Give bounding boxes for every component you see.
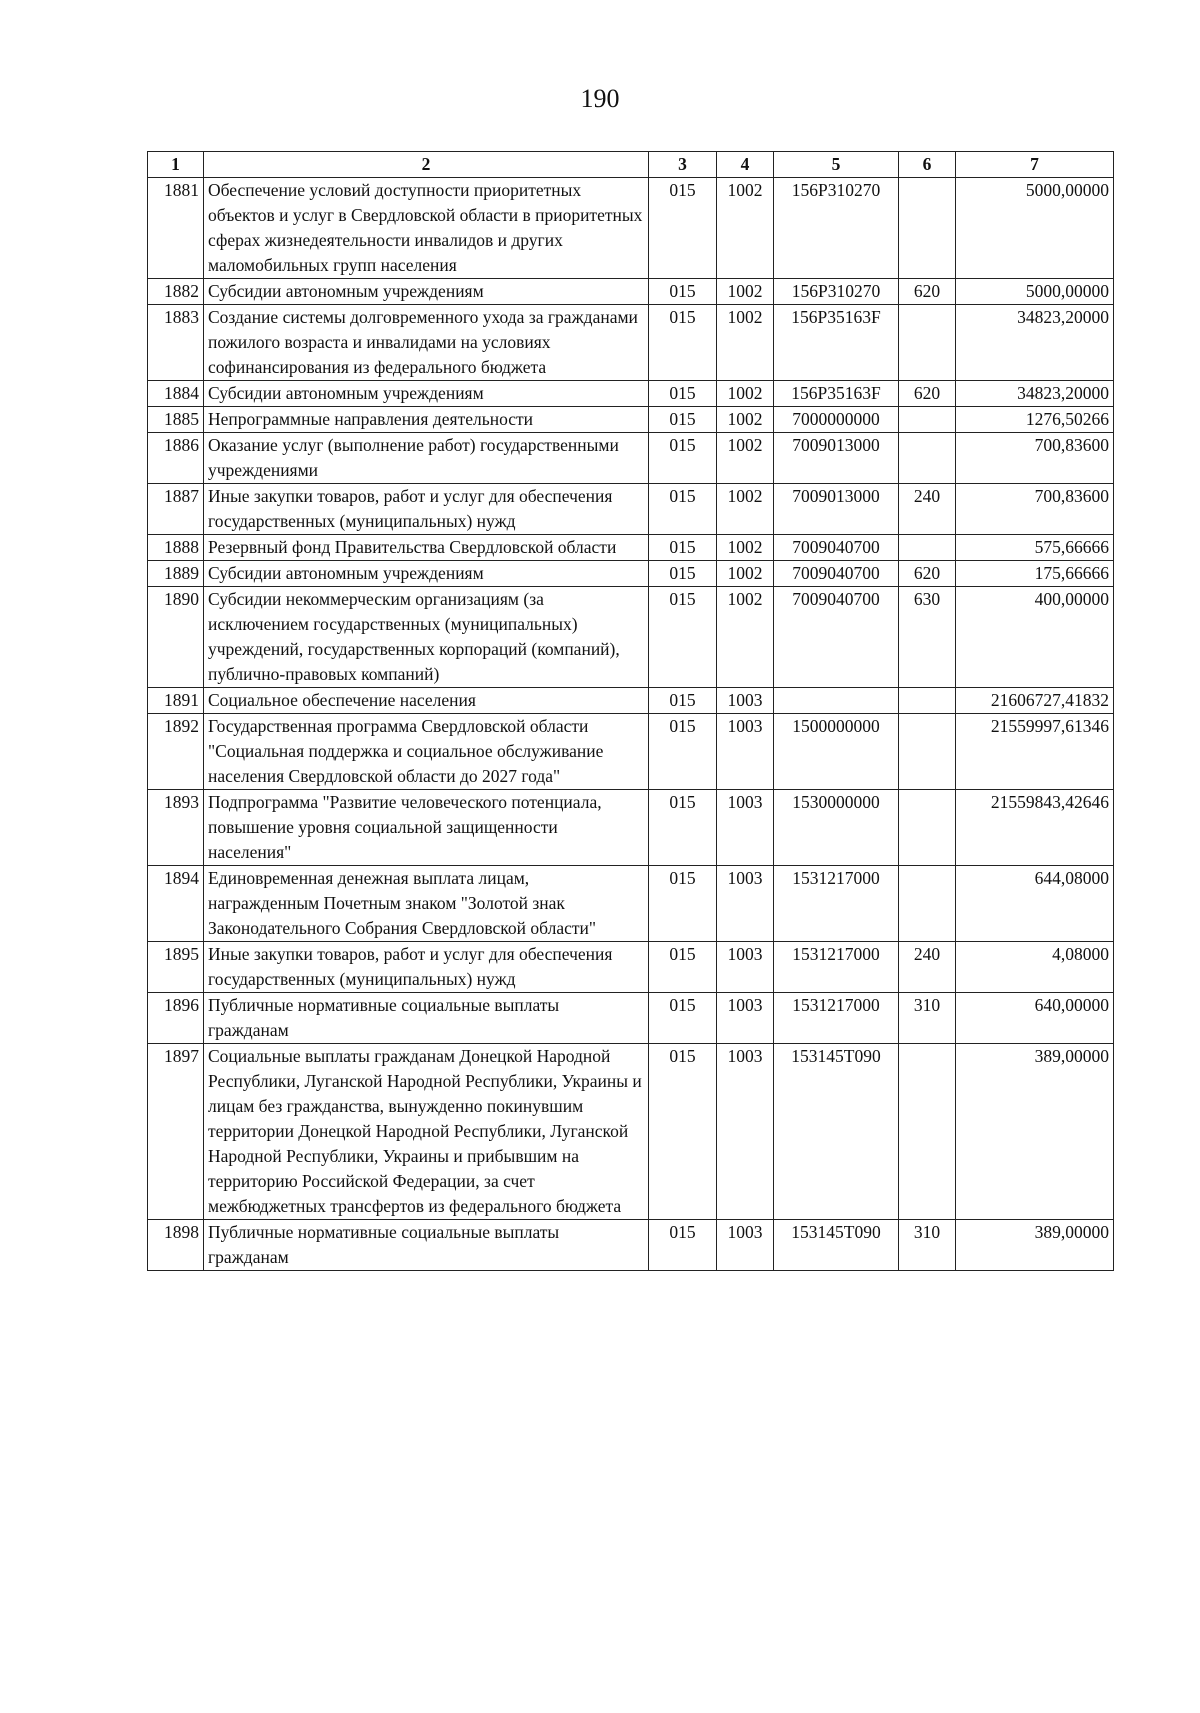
row-col-6 (899, 688, 956, 714)
row-col-6 (899, 866, 956, 942)
row-amount: 644,08000 (956, 866, 1114, 942)
row-col-4: 1002 (717, 561, 774, 587)
row-col-4: 1003 (717, 1044, 774, 1220)
row-col-6 (899, 433, 956, 484)
row-amount: 175,66666 (956, 561, 1114, 587)
row-col-6 (899, 1044, 956, 1220)
row-col-6 (899, 535, 956, 561)
row-col-4: 1002 (717, 381, 774, 407)
row-amount: 389,00000 (956, 1044, 1114, 1220)
row-col-3: 015 (649, 587, 717, 688)
row-col-4: 1002 (717, 178, 774, 279)
row-col-6: 240 (899, 484, 956, 535)
row-col-4: 1003 (717, 1220, 774, 1271)
row-name: Субсидии автономным учреждениям (204, 279, 649, 305)
table-row (148, 866, 1114, 942)
row-amount: 700,83600 (956, 484, 1114, 535)
row-col-6: 620 (899, 279, 956, 305)
row-col-5 (774, 688, 899, 714)
row-name: Иные закупки товаров, работ и услуг для обеспечения государственных (муниципальных) нужд (204, 484, 649, 535)
table-row (148, 1220, 1114, 1271)
row-col-3: 015 (649, 790, 717, 866)
row-col-3: 015 (649, 942, 717, 993)
row-col-4: 1003 (717, 688, 774, 714)
row-number: 1890 (148, 587, 204, 688)
row-col-4: 1003 (717, 866, 774, 942)
page-number: 190 (580, 84, 620, 113)
row-col-6: 310 (899, 1220, 956, 1271)
row-col-3: 015 (649, 433, 717, 484)
table-row (148, 587, 1114, 688)
row-number: 1886 (148, 433, 204, 484)
row-number: 1894 (148, 866, 204, 942)
row-amount: 5000,00000 (956, 178, 1114, 279)
row-col-6: 630 (899, 587, 956, 688)
row-col-4: 1002 (717, 484, 774, 535)
row-amount: 640,00000 (956, 993, 1114, 1044)
row-name: Резервный фонд Правительства Свердловской области (204, 535, 649, 561)
row-col-6: 240 (899, 942, 956, 993)
row-col-6 (899, 790, 956, 866)
row-col-3: 015 (649, 381, 717, 407)
row-number: 1881 (148, 178, 204, 279)
row-name: Единовременная денежная выплата лицам, награжденным Почетным знаком "Золотой знак Законодательного Собрания Свердловской области" (204, 866, 649, 942)
table-header (148, 152, 1114, 178)
table-row (148, 407, 1114, 433)
row-col-5: 156P310270 (774, 178, 899, 279)
row-amount: 34823,20000 (956, 381, 1114, 407)
row-col-4: 1003 (717, 993, 774, 1044)
row-number: 1884 (148, 381, 204, 407)
row-col-4: 1002 (717, 433, 774, 484)
row-number: 1896 (148, 993, 204, 1044)
row-col-4: 1002 (717, 407, 774, 433)
table-row (148, 942, 1114, 993)
row-col-3: 015 (649, 305, 717, 381)
row-name: Публичные нормативные социальные выплаты гражданам (204, 1220, 649, 1271)
row-col-4: 1002 (717, 587, 774, 688)
header-col-3: 3 (649, 152, 717, 178)
row-name: Государственная программа Свердловской области "Социальная поддержка и социальное обслуживание населения Свердловской области до 2027 года" (204, 714, 649, 790)
row-amount: 400,00000 (956, 587, 1114, 688)
row-col-3: 015 (649, 178, 717, 279)
row-name: Оказание услуг (выполнение работ) государственными учреждениями (204, 433, 649, 484)
row-name: Подпрограмма "Развитие человеческого потенциала, повышение уровня социальной защищенности населения" (204, 790, 649, 866)
table-row (148, 688, 1114, 714)
row-amount: 575,66666 (956, 535, 1114, 561)
row-col-5: 7009040700 (774, 561, 899, 587)
row-amount: 21606727,41832 (956, 688, 1114, 714)
row-number: 1885 (148, 407, 204, 433)
table-row (148, 433, 1114, 484)
table-row (148, 561, 1114, 587)
row-col-6: 620 (899, 561, 956, 587)
row-name: Иные закупки товаров, работ и услуг для обеспечения государственных (муниципальных) нужд (204, 942, 649, 993)
row-col-5: 1500000000 (774, 714, 899, 790)
row-amount: 4,08000 (956, 942, 1114, 993)
row-number: 1887 (148, 484, 204, 535)
header-col-2: 2 (204, 152, 649, 178)
row-col-4: 1002 (717, 535, 774, 561)
row-number: 1895 (148, 942, 204, 993)
row-col-3: 015 (649, 561, 717, 587)
row-name: Непрограммные направления деятельности (204, 407, 649, 433)
header-col-6: 6 (899, 152, 956, 178)
row-col-3: 015 (649, 484, 717, 535)
row-col-5: 7009040700 (774, 535, 899, 561)
row-col-5: 7009040700 (774, 587, 899, 688)
row-number: 1897 (148, 1044, 204, 1220)
table-row (148, 381, 1114, 407)
row-col-5: 153145T090 (774, 1044, 899, 1220)
table-row (148, 305, 1114, 381)
row-col-4: 1002 (717, 279, 774, 305)
row-amount: 21559843,42646 (956, 790, 1114, 866)
row-col-5: 7000000000 (774, 407, 899, 433)
row-col-5: 153145T090 (774, 1220, 899, 1271)
row-number: 1892 (148, 714, 204, 790)
row-col-5: 1531217000 (774, 866, 899, 942)
table-row (148, 178, 1114, 279)
row-number: 1891 (148, 688, 204, 714)
row-col-6 (899, 305, 956, 381)
row-col-5: 7009013000 (774, 484, 899, 535)
row-col-3: 015 (649, 688, 717, 714)
header-col-7: 7 (956, 152, 1114, 178)
budget-table (147, 151, 1114, 1271)
row-col-3: 015 (649, 279, 717, 305)
row-name: Социальные выплаты гражданам Донецкой Народной Республики, Луганской Народной Республики, Украины и лицам без гражданства, вынужденно покинувшим территории Донецкой Народной Республики, Луганской Народной Республики, Украины и прибывшим на территорию Российской Федерации, за счет межбюджетных трансфертов из федерального бюджета (204, 1044, 649, 1220)
row-col-4: 1003 (717, 714, 774, 790)
row-col-6 (899, 714, 956, 790)
row-number: 1893 (148, 790, 204, 866)
row-col-4: 1003 (717, 942, 774, 993)
row-col-5: 156P310270 (774, 279, 899, 305)
row-col-4: 1003 (717, 790, 774, 866)
row-col-6 (899, 178, 956, 279)
row-col-5: 156P35163F (774, 305, 899, 381)
row-number: 1888 (148, 535, 204, 561)
table-row (148, 279, 1114, 305)
row-col-3: 015 (649, 535, 717, 561)
row-amount: 1276,50266 (956, 407, 1114, 433)
table-row (148, 484, 1114, 535)
row-name: Публичные нормативные социальные выплаты гражданам (204, 993, 649, 1044)
row-col-3: 015 (649, 1220, 717, 1271)
row-name: Социальное обеспечение населения (204, 688, 649, 714)
header-col-1: 1 (148, 152, 204, 178)
row-col-6: 310 (899, 993, 956, 1044)
row-col-5: 7009013000 (774, 433, 899, 484)
row-col-3: 015 (649, 993, 717, 1044)
header-col-5: 5 (774, 152, 899, 178)
table-row (148, 1044, 1114, 1220)
row-col-6 (899, 407, 956, 433)
row-col-3: 015 (649, 714, 717, 790)
row-col-3: 015 (649, 1044, 717, 1220)
row-col-5: 1531217000 (774, 942, 899, 993)
table-row (148, 993, 1114, 1044)
row-amount: 34823,20000 (956, 305, 1114, 381)
row-col-5: 1531217000 (774, 993, 899, 1044)
row-number: 1898 (148, 1220, 204, 1271)
row-amount: 5000,00000 (956, 279, 1114, 305)
row-col-3: 015 (649, 866, 717, 942)
row-number: 1883 (148, 305, 204, 381)
row-name: Обеспечение условий доступности приоритетных объектов и услуг в Свердловской области в приоритетных сферах жизнедеятельности инвалидов и других маломобильных групп населения (204, 178, 649, 279)
row-amount: 389,00000 (956, 1220, 1114, 1271)
table-row (148, 535, 1114, 561)
row-col-5: 1530000000 (774, 790, 899, 866)
row-col-6: 620 (899, 381, 956, 407)
row-name: Создание системы долговременного ухода за гражданами пожилого возраста и инвалидами на условиях софинансирования из федерального бюджета (204, 305, 649, 381)
row-name: Субсидии автономным учреждениям (204, 381, 649, 407)
row-number: 1882 (148, 279, 204, 305)
row-name: Субсидии некоммерческим организациям (за исключением государственных (муниципальных) учреждений, государственных корпораций (компаний), публично-правовых компаний) (204, 587, 649, 688)
row-col-3: 015 (649, 407, 717, 433)
table-body (148, 178, 1114, 1271)
row-number: 1889 (148, 561, 204, 587)
row-amount: 21559997,61346 (956, 714, 1114, 790)
header-col-4: 4 (717, 152, 774, 178)
row-col-4: 1002 (717, 305, 774, 381)
row-name: Субсидии автономным учреждениям (204, 561, 649, 587)
row-col-5: 156P35163F (774, 381, 899, 407)
table-row (148, 714, 1114, 790)
row-amount: 700,83600 (956, 433, 1114, 484)
table-row (148, 790, 1114, 866)
